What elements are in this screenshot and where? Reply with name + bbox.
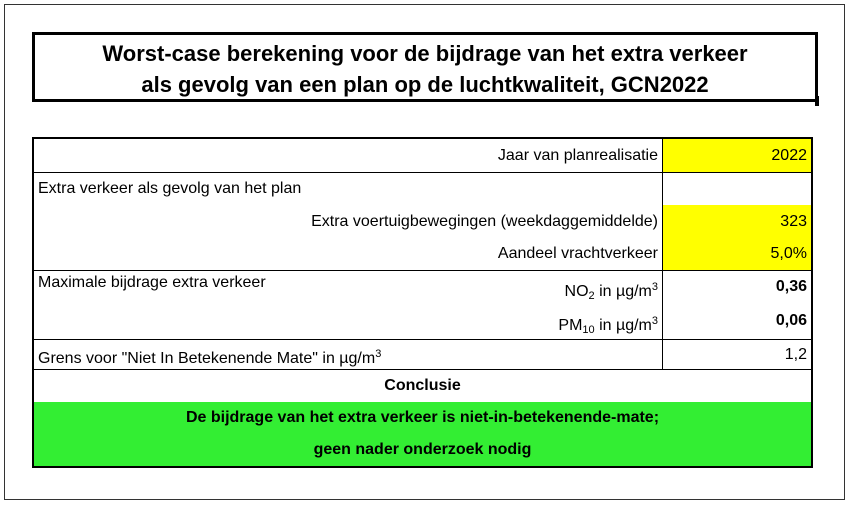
jaar-label: Jaar van planrealisatie	[497, 147, 658, 164]
extra-verkeer-label: Extra verkeer als gevolg van het plan	[38, 180, 302, 197]
row-grens	[34, 340, 811, 369]
row-extra-verkeer	[34, 173, 811, 205]
max-label: Maximale bijdrage extra verkeer	[38, 274, 266, 291]
no2-label-cell	[34, 271, 662, 303]
vracht-value[interactable]: 5,0%	[662, 238, 811, 270]
pm10-value: 0,06	[662, 303, 811, 339]
grens-label: Grens voor "Niet In Betekenende Mate" in $\mu g/m^3$	[38, 348, 382, 367]
cell-cursor-mark	[815, 96, 819, 106]
extra-verkeer-value	[662, 173, 811, 205]
grens-value: 1,2	[662, 340, 811, 369]
row-pm10	[34, 303, 811, 339]
row-jaar	[34, 139, 811, 172]
title-line-2: als gevolg van een plan op de luchtkwaliteit, GCN2022	[141, 72, 709, 97]
no2-unit-label: $NO_2$ in $\mu g/m^3$	[564, 281, 658, 302]
pm10-unit-label: $PM_{10}$ in $\mu g/m^3$	[558, 315, 658, 336]
conclusie-line-2: geen nader onderzoek nodig	[313, 441, 532, 458]
jaar-value[interactable]: 2022	[662, 139, 811, 172]
voertuig-value[interactable]: 323	[662, 205, 811, 238]
row-vrachtverkeer	[34, 238, 811, 270]
no2-value: 0,36	[662, 271, 811, 303]
calculation-table	[32, 137, 813, 468]
title-line-1: Worst-case berekening voor de bijdrage van het extra verkeer	[102, 41, 748, 66]
row-voertuigbewegingen	[34, 205, 811, 238]
voertuig-label: Extra voertuigbewegingen (weekdaggemiddelde)	[311, 213, 658, 230]
conclusie-line-1: De bijdrage van het extra verkeer is niet-in-betekenende-mate;	[185, 409, 660, 426]
row-no2	[34, 271, 811, 303]
conclusie-heading: Conclusie	[384, 377, 461, 394]
report-title	[32, 32, 818, 102]
vracht-label: Aandeel vrachtverkeer	[497, 245, 658, 262]
conclusie-result	[34, 402, 811, 466]
